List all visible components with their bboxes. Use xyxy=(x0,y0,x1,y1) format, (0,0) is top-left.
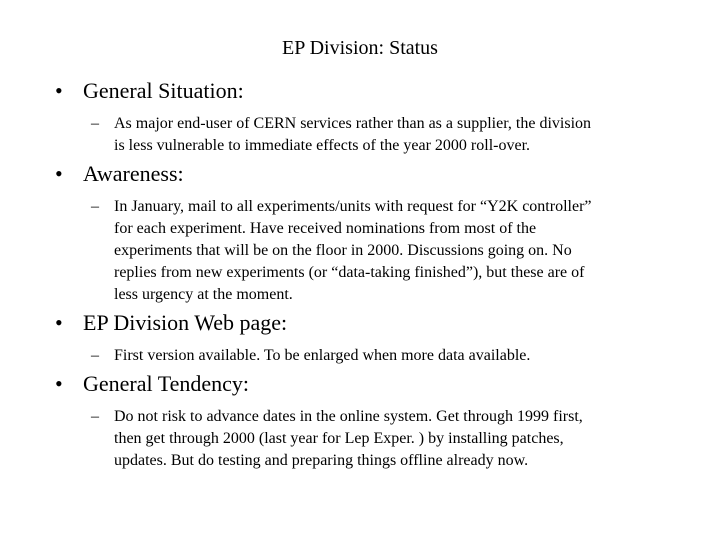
section-ep-division-web-page xyxy=(0,309,720,367)
text-line: As major end-user of CERN services rather than as a supplier, the division xyxy=(114,115,592,132)
bullet-row xyxy=(0,309,720,339)
sub-bullet xyxy=(0,196,720,306)
dash-icon: – xyxy=(91,115,99,132)
text-line: replies from new experiments (or “data-taking finished”), but these are of xyxy=(114,264,585,281)
bullet-icon: • xyxy=(55,161,63,186)
sub-bullet xyxy=(0,406,720,472)
section-heading: EP Division Web page: xyxy=(83,310,288,335)
sub-bullet-text xyxy=(114,113,659,157)
text-line: In January, mail to all experiments/units with request for “Y2K controller” xyxy=(114,198,592,215)
section-heading: General Situation: xyxy=(83,78,244,103)
dash-icon: – xyxy=(91,408,99,425)
bullet-row xyxy=(0,370,720,400)
text-line: less urgency at the moment. xyxy=(114,286,293,303)
sub-bullet-text xyxy=(114,196,659,306)
bullet-row xyxy=(0,77,720,107)
section-heading: Awareness: xyxy=(83,161,184,186)
bullet-icon: • xyxy=(55,310,63,335)
bullet-row xyxy=(0,160,720,190)
section-awareness xyxy=(0,160,720,306)
sub-bullet-text xyxy=(114,345,659,367)
text-line: then get through 2000 (last year for Lep Exper. ) by installing patches, xyxy=(114,430,564,447)
text-line: experiments that will be on the floor in 2000. Discussions going on. No xyxy=(114,242,572,259)
text-line: for each experiment. Have received nominations from most of the xyxy=(114,220,537,237)
sub-bullet-text xyxy=(114,406,659,472)
text-line: updates. But do testing and preparing things offline already now. xyxy=(114,452,529,469)
bullet-icon: • xyxy=(55,78,63,103)
dash-icon: – xyxy=(91,198,99,215)
dash-icon: – xyxy=(91,347,99,364)
slide-title: EP Division: Status xyxy=(282,37,438,59)
text-line: First version available. To be enlarged when more data available. xyxy=(114,347,531,364)
sub-bullet xyxy=(0,345,720,367)
bullet-icon: • xyxy=(55,371,63,396)
text-line: is less vulnerable to immediate effects of the year 2000 roll-over. xyxy=(114,137,531,154)
sub-bullet xyxy=(0,113,720,157)
section-heading: General Tendency: xyxy=(83,371,250,396)
section-general-tendency xyxy=(0,370,720,472)
text-line: Do not risk to advance dates in the online system. Get through 1999 first, xyxy=(114,408,583,425)
section-general-situation xyxy=(0,77,720,157)
